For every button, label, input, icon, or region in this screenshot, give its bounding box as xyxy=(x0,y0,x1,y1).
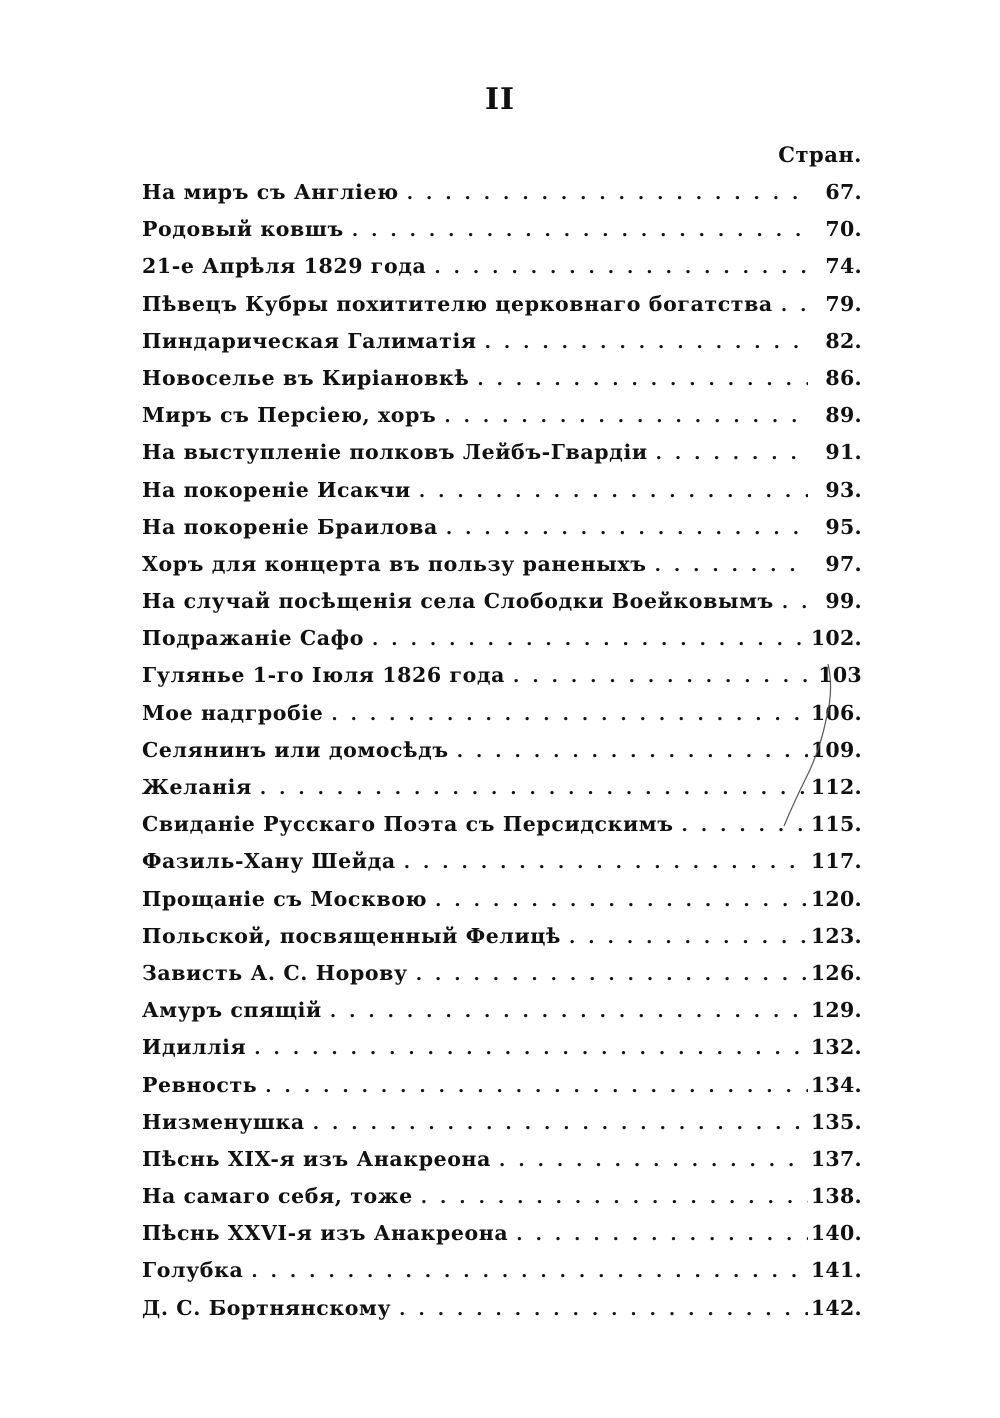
toc-entry-page: 93. xyxy=(825,477,862,502)
toc-entry xyxy=(142,881,862,918)
toc-entry xyxy=(142,583,862,620)
toc-entry xyxy=(142,323,862,360)
toc-entry xyxy=(142,1215,862,1252)
toc-entry xyxy=(142,769,862,806)
toc-entry-title: Новоселье въ Кирiановкѣ xyxy=(142,365,470,390)
dot-leader xyxy=(444,398,808,435)
toc-entry-title: Подражанiе Сафо xyxy=(142,626,365,651)
toc-entry-title: На выступленiе полковъ Лейбъ-Гвардiи xyxy=(142,440,648,465)
toc-entry xyxy=(142,472,862,509)
toc-entry xyxy=(142,918,862,955)
toc-entry-title: На самаго себя, тоже xyxy=(142,1184,413,1209)
dot-leader xyxy=(254,1030,808,1067)
toc-entry-title: На покоренiе Исакчи xyxy=(142,477,411,502)
toc-entry-title: На случай посѣщенiя села Слободки Воейковымъ xyxy=(142,589,774,614)
dot-leader xyxy=(485,324,808,361)
toc-entry xyxy=(142,620,862,657)
dot-leader xyxy=(265,1068,808,1105)
toc-entry-page: 109. xyxy=(810,737,862,762)
dot-leader xyxy=(513,658,808,695)
toc-entry-page: 112. xyxy=(810,775,862,799)
toc-entry xyxy=(142,1067,862,1104)
dot-leader xyxy=(421,1179,808,1216)
toc-entry xyxy=(142,286,862,323)
toc-entry-page: 102. xyxy=(810,626,862,651)
dot-leader xyxy=(434,249,808,286)
toc-entry-title: Польской, посвященный Фелицѣ xyxy=(142,923,562,948)
toc-entry-page: 140. xyxy=(810,1221,862,1246)
toc-entry-title: Желанiя xyxy=(142,775,252,799)
dot-leader xyxy=(656,435,808,472)
dot-leader xyxy=(499,1142,808,1179)
toc-entry-title: Свиданiе Русскаго Поэта съ Персидскимъ xyxy=(142,812,674,837)
dot-leader xyxy=(251,1253,808,1290)
toc-entry-title: Ревность xyxy=(142,1072,258,1097)
toc-entry xyxy=(142,509,862,546)
toc-entry-page: 79. xyxy=(825,291,862,316)
toc-entry-page: 74. xyxy=(825,254,862,279)
toc-entry-page: 129. xyxy=(810,998,862,1023)
toc-entry-title: Пиндарическая Галиматiя xyxy=(142,328,477,353)
dot-leader xyxy=(416,956,808,993)
toc-entry xyxy=(142,1141,862,1178)
dot-leader xyxy=(407,175,808,212)
dot-leader xyxy=(399,1291,808,1328)
toc-entry-page: 95. xyxy=(825,514,862,539)
toc-entry-page: 70. xyxy=(825,217,862,242)
toc-entry xyxy=(142,1178,862,1215)
toc-entry xyxy=(142,657,862,694)
dot-leader xyxy=(330,993,808,1030)
dot-leader xyxy=(419,473,808,510)
toc-entry-title: Идиллiя xyxy=(142,1035,247,1060)
dot-leader xyxy=(477,361,808,398)
toc-entry-page: 106. xyxy=(810,700,862,725)
dot-leader xyxy=(457,733,808,770)
toc-entry-page: 91. xyxy=(825,440,862,465)
toc-entry-page: 126. xyxy=(810,960,862,985)
toc-entry xyxy=(142,806,862,843)
toc-entry-title: На покоренiе Браилова xyxy=(142,514,438,539)
toc-entry-page: 135. xyxy=(810,1109,862,1134)
toc-entry-page: 115. xyxy=(810,812,862,837)
toc-entry xyxy=(142,955,862,992)
toc-entry-page: 97. xyxy=(825,551,862,576)
dot-leader xyxy=(313,1105,808,1142)
dot-leader xyxy=(655,547,808,584)
toc-entry-title: Пѣснь XIX-я изъ Анакреона xyxy=(142,1146,492,1171)
toc-entry-page: 123. xyxy=(810,923,862,948)
toc-entry xyxy=(142,397,862,434)
toc-entry xyxy=(142,248,862,285)
toc-entry xyxy=(142,1252,862,1289)
dot-leader xyxy=(569,919,808,956)
toc-entry xyxy=(142,211,862,248)
dot-leader xyxy=(435,882,808,919)
toc-entry-title: Амуръ спящiй xyxy=(142,998,322,1023)
toc-entry-title: Зависть А. С. Норову xyxy=(142,960,408,985)
toc-entry-page: 99. xyxy=(825,589,862,614)
toc-entry-title: Пѣвецъ Кубры похитителю церковнаго богатства xyxy=(142,291,773,316)
toc-entry-page: 137. xyxy=(810,1146,862,1171)
toc-entry xyxy=(142,992,862,1029)
toc-entry-title: Селянинъ или домосѣдъ xyxy=(142,737,449,762)
toc-entry-title: Пѣснь XXVI-я изъ Анакреона xyxy=(142,1221,509,1246)
toc-entry xyxy=(142,843,862,880)
toc-entry-title: Голубка xyxy=(142,1258,244,1283)
toc-entry-title: На миръ съ Англiею xyxy=(142,180,399,204)
toc-entry-page: 120. xyxy=(810,886,862,911)
toc-entry-title: Фазиль-Хану Шейда xyxy=(142,849,396,874)
toc-entry-page: 67. xyxy=(825,180,862,204)
dot-leader xyxy=(331,696,808,733)
toc-entry-title: Родовый ковшъ xyxy=(142,217,344,242)
dot-leader xyxy=(446,510,808,547)
toc-entry-page: 82. xyxy=(825,328,862,353)
toc-entry-title: Хоръ для концерта въ пользу раненыхъ xyxy=(142,551,647,576)
dot-leader xyxy=(352,212,808,249)
toc-entry-page: 86. xyxy=(825,365,862,390)
pages-column-header: Стран. xyxy=(778,142,862,167)
toc-entry-page: 89. xyxy=(825,403,862,428)
dot-leader xyxy=(781,287,808,324)
toc-entry-page: 117. xyxy=(810,849,862,874)
toc-entry xyxy=(142,1290,862,1327)
toc-entry-title: Мое надгробiе xyxy=(142,700,324,725)
page-number: II xyxy=(484,82,516,117)
toc-entry-page: 103 xyxy=(818,663,862,688)
toc-entry-page: 132. xyxy=(810,1035,862,1060)
toc-entry xyxy=(142,732,862,769)
toc-entry-page: 142. xyxy=(810,1295,862,1320)
toc-entry-page: 134. xyxy=(810,1072,862,1097)
toc-entry-title: 21-е Апрѣля 1829 года xyxy=(142,254,427,279)
toc-entry xyxy=(142,434,862,471)
toc-entry-page: 138. xyxy=(810,1184,862,1209)
dot-leader xyxy=(404,844,808,881)
table-of-contents xyxy=(142,174,862,1327)
toc-entry-title: Д. С. Бортнянскому xyxy=(142,1295,392,1320)
toc-entry-title: Низменушка xyxy=(142,1109,305,1134)
toc-entry xyxy=(142,546,862,583)
dot-leader xyxy=(372,621,808,658)
toc-entry xyxy=(142,1029,862,1066)
dot-leader xyxy=(260,770,808,807)
toc-entry xyxy=(142,174,862,211)
toc-entry xyxy=(142,360,862,397)
dot-leader xyxy=(516,1216,808,1253)
toc-entry xyxy=(142,1104,862,1141)
toc-entry xyxy=(142,695,862,732)
toc-entry-title: Гулянье 1-го Iюля 1826 года xyxy=(142,663,506,688)
toc-entry-page: 141. xyxy=(810,1258,862,1283)
dot-leader xyxy=(682,807,808,844)
toc-entry-title: Прощанiе съ Москвою xyxy=(142,886,428,911)
dot-leader xyxy=(782,584,808,621)
toc-entry-title: Миръ съ Персiею, хоръ xyxy=(142,403,437,428)
